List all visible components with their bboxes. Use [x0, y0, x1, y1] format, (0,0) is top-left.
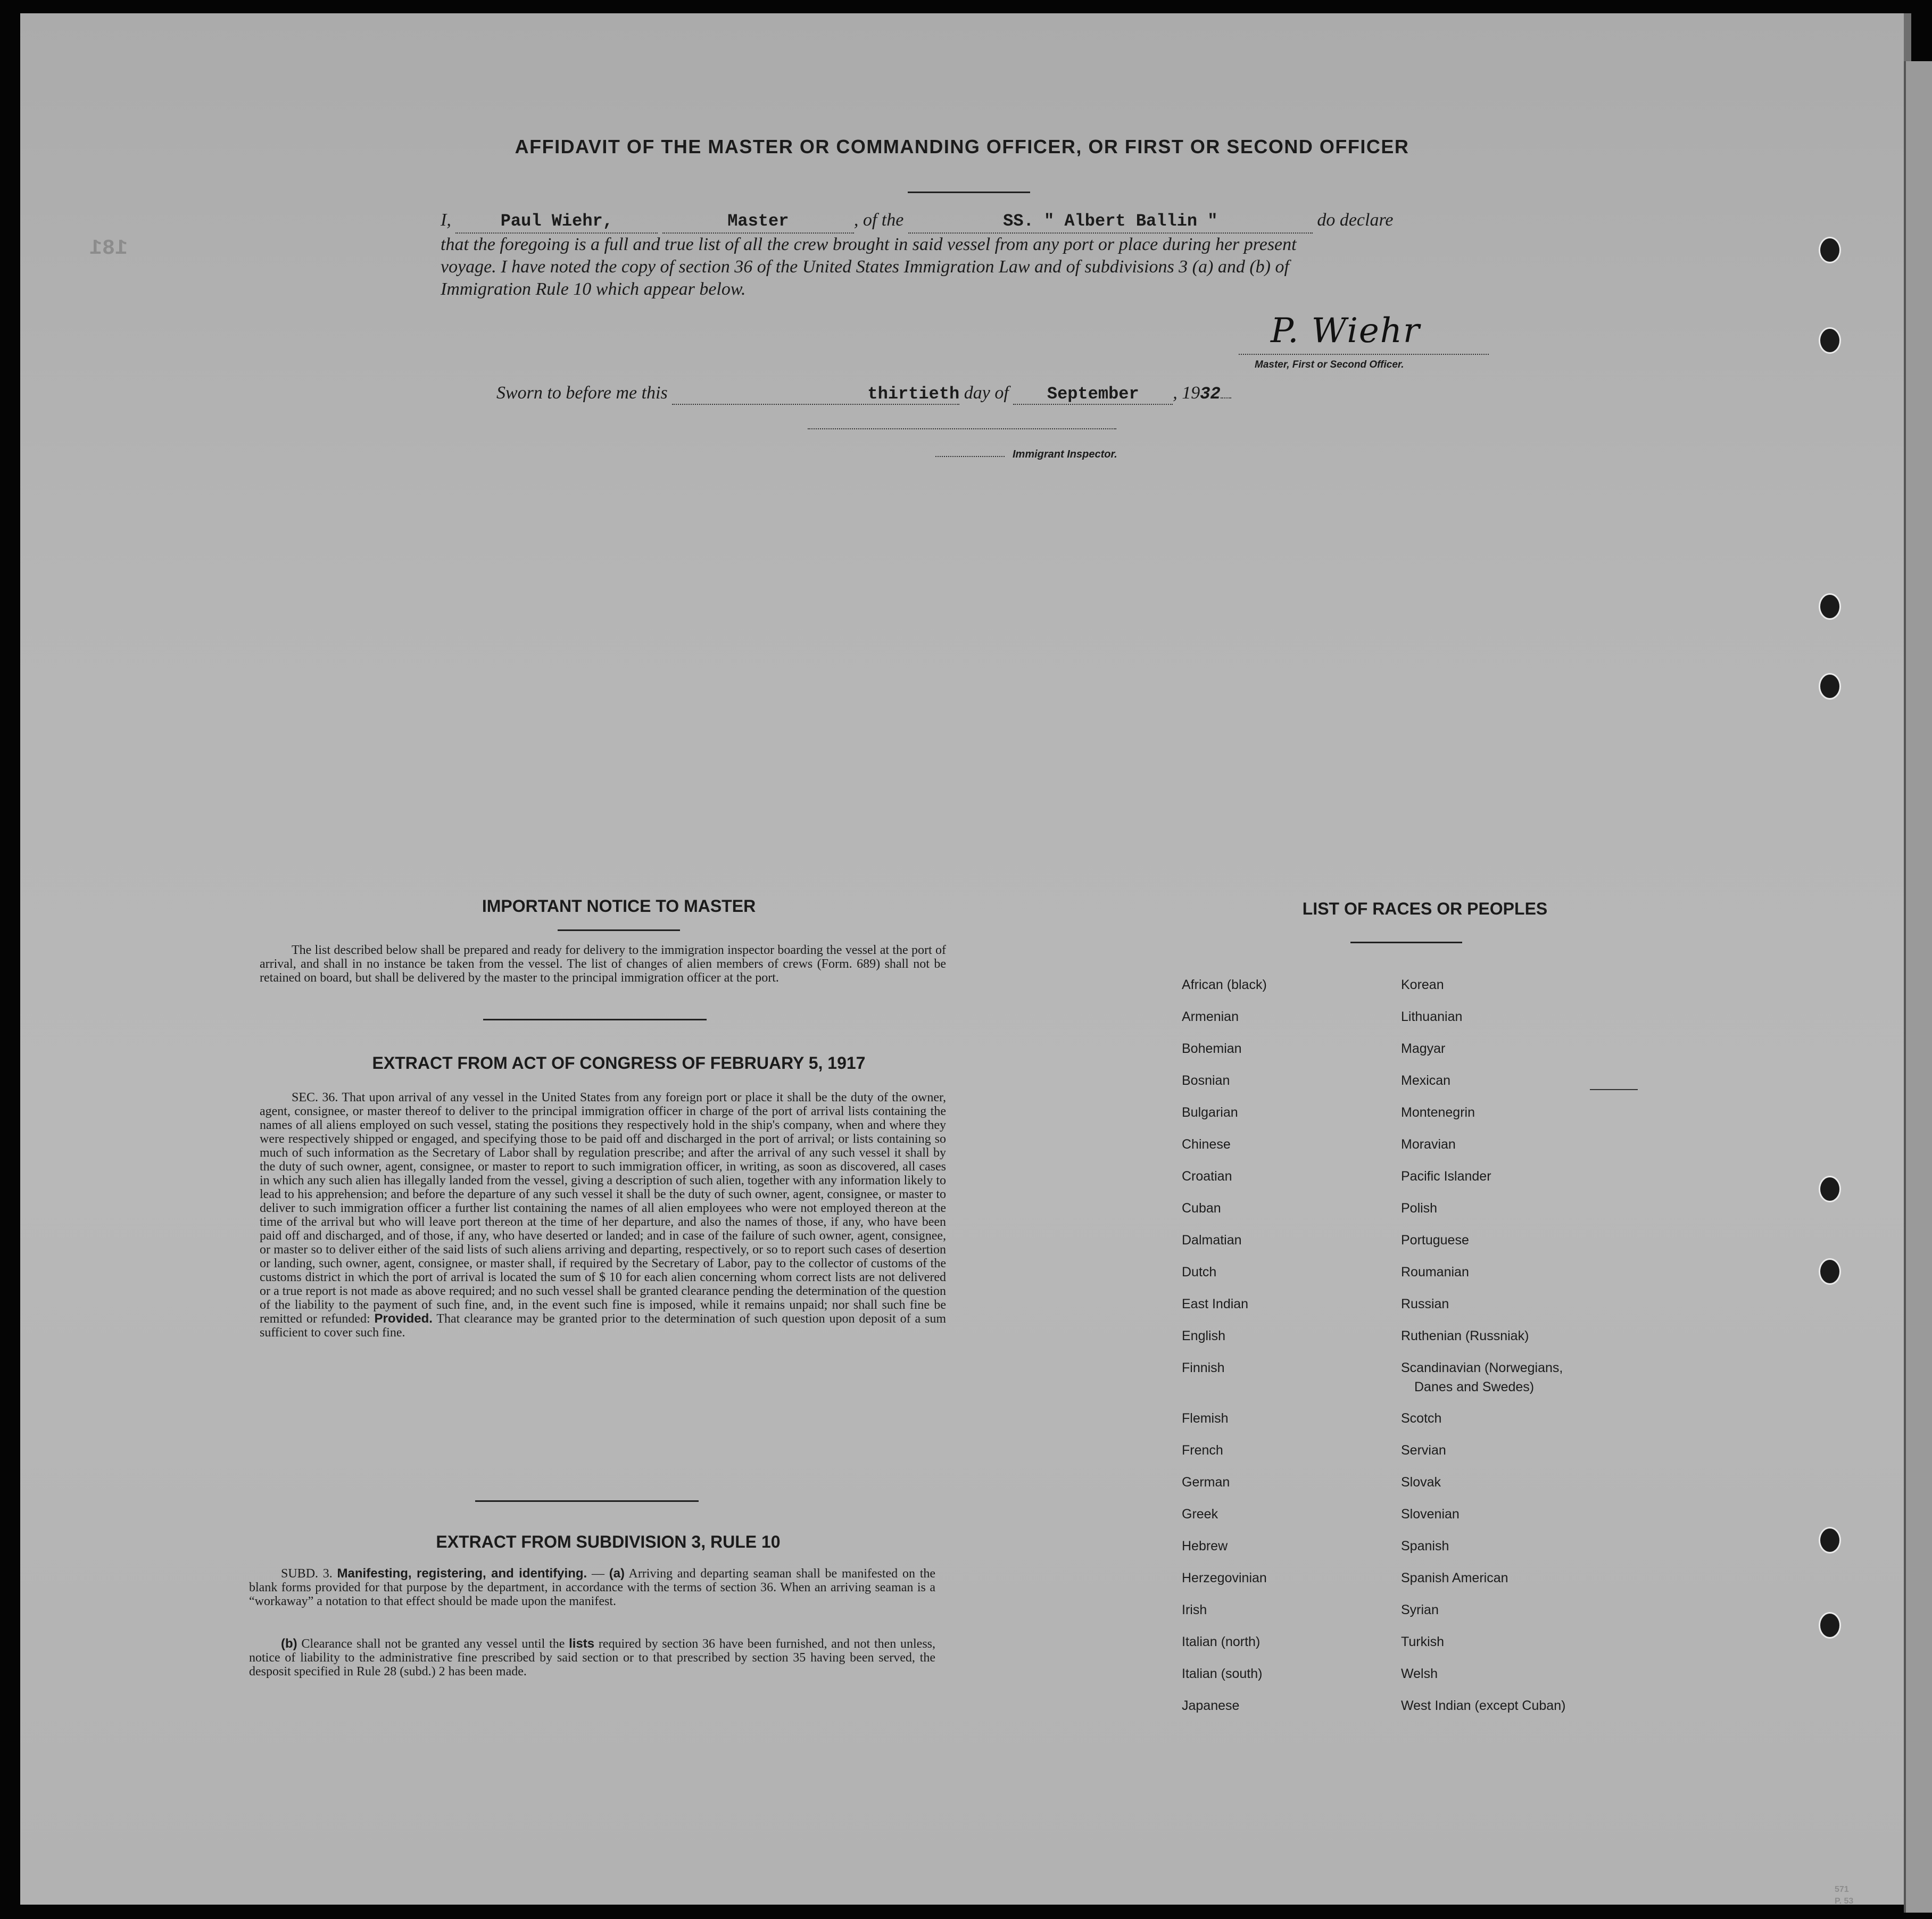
- race-item: Irish: [1182, 1602, 1207, 1617]
- race-item: Dalmatian: [1182, 1233, 1242, 1248]
- race-item: Welsh: [1401, 1666, 1438, 1681]
- race-item: East Indian: [1182, 1297, 1249, 1311]
- sheet-edge: [1904, 61, 1932, 1913]
- race-item: Slovak: [1401, 1475, 1441, 1490]
- race-item: Korean: [1401, 977, 1444, 992]
- rank-field: Master: [662, 210, 854, 234]
- race-item: Cuban: [1182, 1201, 1221, 1216]
- race-item: Hebrew: [1182, 1539, 1228, 1554]
- race-item-continued: Danes and Swedes): [1414, 1380, 1535, 1394]
- affidavit-line-4: Immigration Rule 10 which appear below.: [441, 279, 746, 299]
- race-item: Moravian: [1401, 1137, 1456, 1152]
- document-sheet: [20, 13, 1911, 1905]
- declare-label: do declare: [1317, 210, 1394, 230]
- race-item: Montenegrin: [1401, 1105, 1475, 1120]
- of-the-label: , of the: [853, 210, 904, 230]
- race-item: Servian: [1401, 1443, 1446, 1458]
- subd-b-label: (b): [281, 1636, 297, 1651]
- punch-hole: [1819, 673, 1841, 700]
- race-item: Scotch: [1401, 1411, 1442, 1426]
- race-item: Magyar: [1401, 1041, 1446, 1056]
- punch-hole: [1819, 1527, 1841, 1554]
- race-item: Dutch: [1182, 1265, 1217, 1280]
- race-item: Portuguese: [1401, 1233, 1469, 1248]
- sworn-day-field: thirtieth: [672, 384, 959, 405]
- mexican-mark: [1590, 1089, 1638, 1090]
- affidavit-line-3: voyage. I have noted the copy of section 36 of the United States Immigration Law and of subdivisions 3 (a) and (b) of: [441, 257, 1289, 277]
- year-blank: [1221, 397, 1231, 398]
- subd-b-bold: lists: [569, 1636, 595, 1651]
- race-item: English: [1182, 1328, 1225, 1343]
- race-item: Ruthenian (Russniak): [1401, 1328, 1529, 1343]
- race-item: Syrian: [1401, 1602, 1439, 1617]
- subd-b-text1: Clearance shall not be granted any vessel until the: [301, 1637, 565, 1651]
- inspector-dots: [935, 456, 1005, 457]
- race-item: Croatian: [1182, 1169, 1232, 1184]
- subd-a-label: (a): [609, 1566, 625, 1581]
- races-divider: [1350, 942, 1462, 943]
- year-prefix: , 19: [1173, 383, 1200, 403]
- inspector-caption: Immigrant Inspector.: [1013, 448, 1117, 460]
- notice-text: The list described below shall be prepared and ready for delivery to the immigration inspector boarding the vessel at the port of arrival, and shall in no instance be taken from the vessel. The list of changes of alien members of crews (Form. 689) shall not be retained on board, but shall be delivered by the master to the principal immigration officer at the port.: [260, 943, 946, 985]
- race-item: Mexican: [1401, 1073, 1451, 1088]
- act-divider-top: [483, 1019, 707, 1020]
- year-suffix: 32: [1200, 384, 1221, 404]
- notice-heading: IMPORTANT NOTICE TO MASTER: [482, 896, 756, 916]
- race-item: Greek: [1182, 1507, 1218, 1522]
- subd-prefix: SUBD. 3.: [281, 1567, 333, 1581]
- race-item: Scandinavian (Norwegians,: [1401, 1360, 1563, 1375]
- race-item: Armenian: [1182, 1009, 1239, 1024]
- vessel-field: SS. " Albert Ballin ": [908, 210, 1313, 234]
- signature: P. Wiehr: [1271, 311, 1421, 351]
- race-item: Chinese: [1182, 1137, 1231, 1152]
- act-body: SEC. 36. That upon arrival of any vessel in the United States from any foreign port or place it shall be the duty of the owner, agent, consignee, or master thereof to deliver to the principal immigration officer in charge of the port of arrival lists containing the names of all aliens employed on such vessel, stating the positions they respectively hold in the ship's company, when and where they were respectively shipped or engaged, and specifying those to be paid off and discharged in the port of arrival; or lists containing so much of such information as the Secretary of Labor shall by regulation prescribe; and after the arrival of any such vessel it shall by the duty of such owner, agent, consignee, or master to report to such immigration officer, in writing, as soon as discovered, all cases in which any such alien has illegally landed from the vessel, giving a description of such alien, together with any information likely to lead to his apprehension; and before the departure of any such vessel it shall be the duty of such owner, agent, consignee, or master to deliver to such immigration officer a further list containing the names of all alien employees who were not employed thereon at the time of the arrival but who will leave port thereon at the time of her departure, and also the names of those, if any, who have been paid off and discharged, and of those, if any, who have deserted or landed; and in case of the failure of such owner, agent, consignee, or master so to deliver either of the said lists of such aliens arriving and departing, respectively, or so to report such cases of desertion or landing, such owner, agent, consignee, or master shall, if required by the Secretary of Labor, pay to the collector of customs of the customs district in which the port of arrival is located the sum of $ 10 for each alien concerning whom correct lists are not delivered or a true report is not made as above required; and no such vessel shall be granted clearance pending the determination of the question of the liability to the payment of such fine, and, in the event such fine is imposed, while it remains unpaid; nor shall such fine be remitted or refunded:: [260, 1091, 946, 1326]
- sworn-line: [496, 383, 1231, 405]
- race-item: German: [1182, 1475, 1230, 1490]
- margin-number: 181: [89, 237, 128, 261]
- sworn-prefix: Sworn to before me this: [496, 383, 668, 403]
- page-title: AFFIDAVIT OF THE MASTER OR COMMANDING OFFICER, OR FIRST OR SECOND OFFICER: [515, 136, 1409, 157]
- subd-a-text: Arriving and departing seaman shall be manifested on the blank forms provided for that purpose by the department, in accordance with the terms of section 36. When an arriving seaman is a “workaway” a notation to that effect should be made upon the manifest.: [249, 1567, 936, 1608]
- pronoun: I,: [441, 210, 451, 230]
- race-item: Spanish American: [1401, 1571, 1508, 1585]
- race-item: Flemish: [1182, 1411, 1229, 1426]
- race-item: Russian: [1401, 1297, 1449, 1311]
- subd-title: Manifesting, registering, and identifying.: [337, 1566, 587, 1581]
- rule-subd-b: [249, 1637, 935, 1679]
- race-item: Italian (south): [1182, 1666, 1263, 1681]
- race-item: Bohemian: [1182, 1041, 1242, 1056]
- subd-b-text2: required by section 36 have been furnished, and not then unless, notice of liability to the administrative fine prescribed by said section or to that prescribed by section 35 having been served, the desposit specified in Rule 28 (subd.) 2 has been made.: [249, 1637, 936, 1679]
- signature-line: [1239, 311, 1489, 355]
- rule-heading: EXTRACT FROM SUBDIVISION 3, RULE 10: [436, 1532, 781, 1551]
- notice-divider: [558, 929, 680, 931]
- act-text: [260, 1091, 946, 1340]
- race-item: Italian (north): [1182, 1634, 1261, 1649]
- day-of-label: day of: [964, 383, 1009, 403]
- race-item: Bulgarian: [1182, 1105, 1238, 1120]
- race-item: West Indian (except Cuban): [1401, 1698, 1566, 1713]
- punch-hole: [1819, 1258, 1841, 1285]
- race-item: Herzegovinian: [1182, 1571, 1267, 1585]
- race-item: Turkish: [1401, 1634, 1445, 1649]
- form-number-1: 571: [1835, 1885, 1849, 1894]
- affidavit-line-1: [441, 209, 1505, 234]
- form-number-2: P. 53: [1835, 1897, 1854, 1906]
- sworn-month-field: September: [1013, 384, 1173, 405]
- race-item: Lithuanian: [1401, 1009, 1463, 1024]
- race-item: Spanish: [1401, 1539, 1449, 1554]
- race-item: Bosnian: [1182, 1073, 1230, 1088]
- punch-hole: [1819, 593, 1841, 620]
- master-name-field: Paul Wiehr,: [455, 210, 658, 234]
- punch-hole: [1819, 327, 1841, 354]
- rule-divider-top: [475, 1500, 699, 1502]
- race-item: African (black): [1182, 977, 1267, 992]
- race-item: Japanese: [1182, 1698, 1240, 1713]
- inspector-signature-line: [808, 428, 1116, 429]
- races-heading: LIST OF RACES OR PEOPLES: [1302, 899, 1548, 918]
- punch-hole: [1819, 1612, 1841, 1639]
- proviso-label: Provided.: [374, 1311, 433, 1326]
- affidavit-line-2: that the foregoing is a full and true list of all the crew brought in said vessel from any port or place during her present: [441, 235, 1297, 254]
- act-heading: EXTRACT FROM ACT OF CONGRESS OF FEBRUARY 5, 1917: [372, 1053, 866, 1073]
- race-item: Slovenian: [1401, 1507, 1460, 1522]
- proviso-text: That clearance may be granted prior to the determination of such question upon deposit of a sum sufficient to cover such fine.: [260, 1312, 946, 1340]
- race-item: Finnish: [1182, 1360, 1225, 1375]
- affidavit-text: [441, 209, 1505, 301]
- rule-subd-a: [249, 1567, 935, 1608]
- punch-hole: [1819, 237, 1841, 263]
- subd-dash: —: [587, 1567, 609, 1581]
- title-divider: [908, 192, 1030, 193]
- race-item: Pacific Islander: [1401, 1169, 1491, 1184]
- signature-caption: Master, First or Second Officer.: [1255, 359, 1404, 370]
- race-item: Roumanian: [1401, 1265, 1469, 1280]
- punch-hole: [1819, 1176, 1841, 1202]
- race-item: French: [1182, 1443, 1223, 1458]
- race-item: Polish: [1401, 1201, 1438, 1216]
